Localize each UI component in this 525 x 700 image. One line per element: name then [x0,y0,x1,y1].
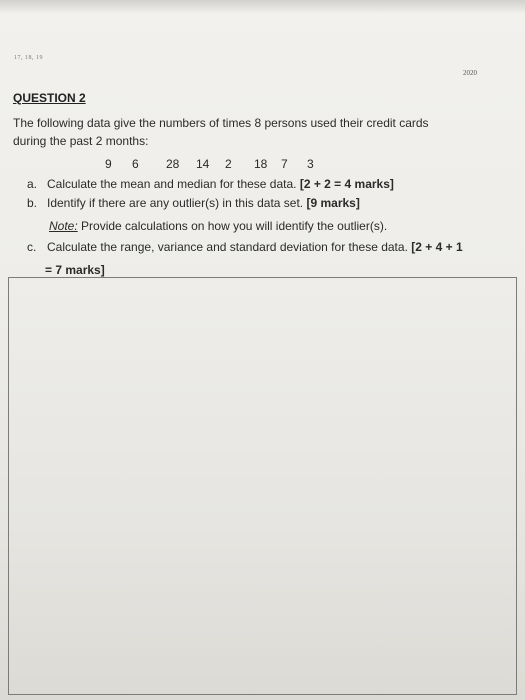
part-c-content [47,240,463,254]
part-c-marks-continued: = 7 marks] [45,263,105,277]
note-label: Note: [49,219,78,233]
data-value: 7 [281,157,288,171]
part-text: Calculate the range, variance and standard deviation for these data. [47,240,412,254]
data-value: 18 [254,157,268,171]
note-line [49,219,387,233]
intro-line-2: during the past 2 months: [13,134,149,148]
data-value: 3 [307,157,314,171]
part-text: Calculate the mean and median for these data. [47,177,300,191]
answer-box [8,277,517,695]
note-text: Provide calculations on how you will identify the outlier(s). [77,219,388,233]
page-shadow [0,0,525,14]
part-letter: b. [27,196,38,210]
page-corner-numbers: 17, 18, 19 [14,55,43,61]
year-label: 2020 [463,69,477,77]
data-value: 2 [225,157,232,171]
part-marks: [9 marks] [306,196,360,210]
part-text: Identify if there are any outlier(s) in this data set. [47,196,307,210]
data-value: 14 [196,157,210,171]
data-value: 6 [132,157,139,171]
part-letter: c. [27,240,37,254]
part-b-content [47,196,360,210]
part-marks: [2 + 4 + 1 [411,240,463,254]
data-value: 9 [105,157,112,171]
part-marks: [2 + 2 = 4 marks] [299,177,394,191]
data-value: 28 [166,157,180,171]
intro-line-1: The following data give the numbers of times 8 persons used their credit cards [13,116,429,130]
question-title: QUESTION 2 [13,91,86,105]
part-letter: a. [27,177,38,191]
part-a-content [47,177,394,191]
